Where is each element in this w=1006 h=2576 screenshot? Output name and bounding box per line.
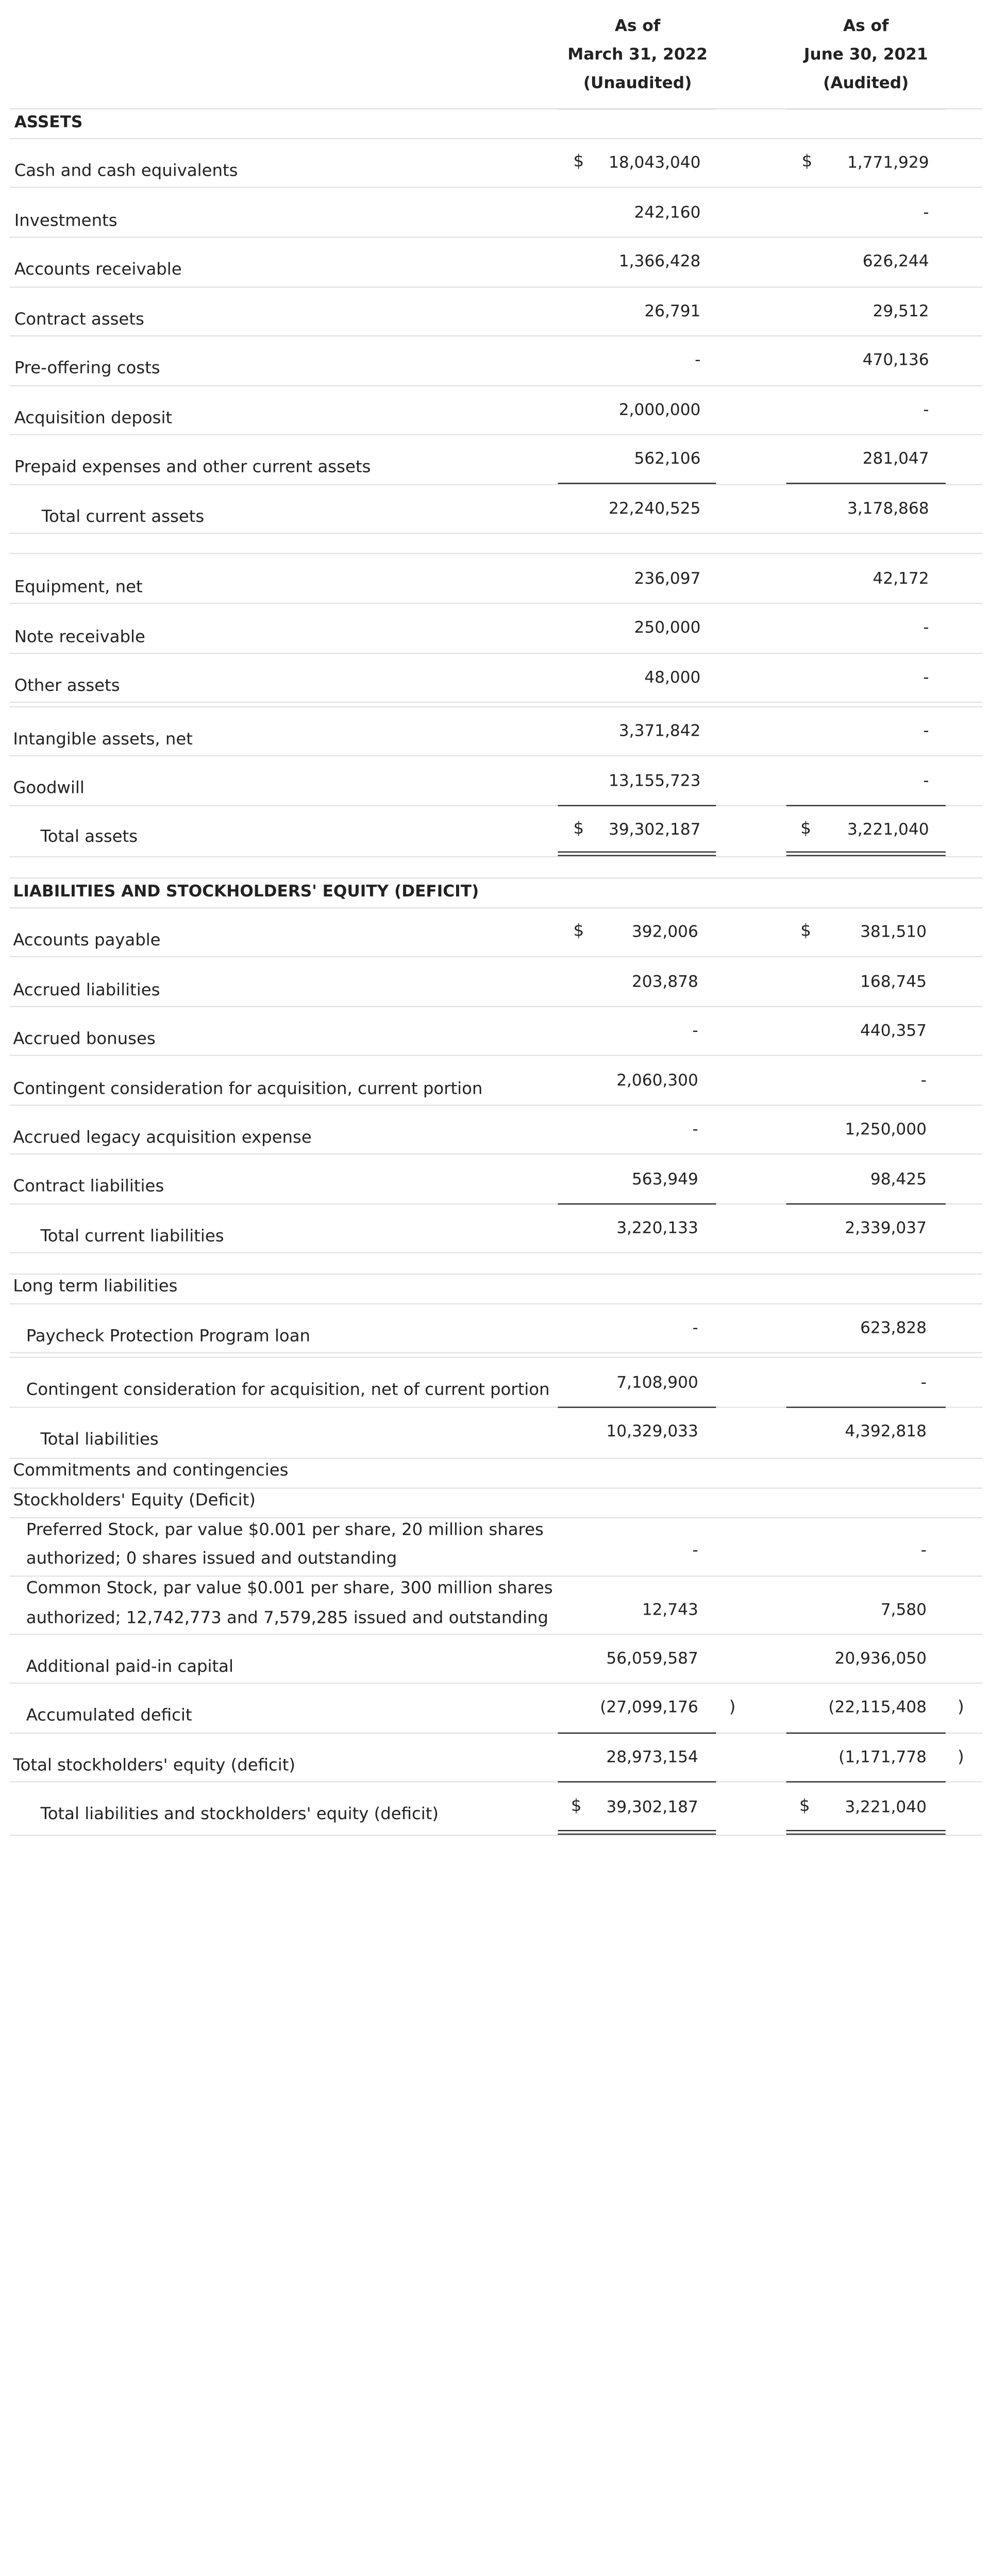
row-label: Long term liabilities xyxy=(13,1277,178,1296)
value-march-2022: 392,006 xyxy=(631,923,698,942)
value-june-2021: - xyxy=(923,668,929,688)
subtotal-rule xyxy=(786,1406,946,1408)
row-label-line: authorized; 0 shares issued and outstanding xyxy=(26,1549,397,1569)
row-divider xyxy=(9,1517,982,1518)
dollar-sign: $ xyxy=(573,921,584,941)
value-march-2022: 28,973,154 xyxy=(606,1748,698,1767)
value-march-2022: 203,878 xyxy=(631,972,698,992)
row-label: Total stockholders' equity (deficit) xyxy=(13,1756,296,1775)
value-june-2021: 20,936,050 xyxy=(834,1649,927,1669)
row-label: Total assets xyxy=(40,827,138,847)
value-march-2022: 13,155,723 xyxy=(609,771,701,791)
value-march-2022: 236,097 xyxy=(634,569,701,589)
row-divider xyxy=(9,1055,982,1056)
subtotal-rule xyxy=(786,805,946,806)
value-march-2022: 10,329,033 xyxy=(606,1422,698,1442)
subtotal-rule xyxy=(558,1733,716,1734)
value-march-2022: 2,060,300 xyxy=(616,1071,698,1091)
row-divider xyxy=(9,1105,982,1106)
row-label: Accrued legacy acquisition expense xyxy=(13,1128,312,1148)
value-march-2022: 1,366,428 xyxy=(618,252,701,272)
value-march-2022: 22,240,525 xyxy=(609,499,701,519)
row-label: Goodwill xyxy=(13,778,85,798)
row-label: Contract assets xyxy=(14,310,144,330)
row-divider xyxy=(9,1575,982,1577)
value-march-2022: - xyxy=(692,1021,698,1041)
row-label: Investments xyxy=(14,211,118,231)
value-june-2021: - xyxy=(923,618,929,638)
value-march-2022: 39,302,187 xyxy=(606,1798,698,1817)
value-june-2021: 42,172 xyxy=(873,569,929,589)
value-june-2021: (1,171,778 xyxy=(839,1748,927,1767)
value-march-2022: 26,791 xyxy=(644,302,701,321)
row-divider xyxy=(9,187,982,188)
total-double-rule xyxy=(786,1830,946,1835)
header-line: As of xyxy=(614,16,661,36)
subtotal-rule xyxy=(558,1781,716,1782)
value-june-2021: - xyxy=(923,203,929,223)
row-divider xyxy=(9,484,982,485)
total-double-rule xyxy=(558,852,716,856)
row-divider xyxy=(9,1252,982,1253)
value-march-2022: 2,000,000 xyxy=(618,400,701,420)
row-divider xyxy=(9,956,982,957)
header-line: (Unaudited) xyxy=(583,74,692,93)
row-divider xyxy=(9,1006,982,1007)
column-header-march-2022 xyxy=(558,12,717,97)
value-march-2022: 18,043,040 xyxy=(609,153,701,173)
row-divider xyxy=(9,653,982,654)
value-june-2021: 470,136 xyxy=(862,350,929,370)
header-line: As of xyxy=(843,16,889,36)
row-label: Additional paid-in capital xyxy=(26,1657,233,1677)
dollar-sign: $ xyxy=(573,819,584,839)
row-label: Commitments and contingencies xyxy=(13,1461,289,1481)
row-label: Total liabilities and stockholders' equity (deficit) xyxy=(40,1805,439,1824)
row-divider xyxy=(9,533,982,534)
row-label: Prepaid expenses and other current assets xyxy=(14,457,371,477)
row-label-line: Common Stock, par value $0.001 per share, 300 million shares xyxy=(26,1579,553,1598)
value-march-2022: 242,160 xyxy=(634,203,701,223)
value-june-2021: 2,339,037 xyxy=(845,1218,927,1238)
value-march-2022: 250,000 xyxy=(634,618,701,638)
row-divider xyxy=(9,1458,982,1459)
value-march-2022: 7,108,900 xyxy=(616,1373,698,1393)
value-june-2021: 281,047 xyxy=(862,449,929,469)
subtotal-rule xyxy=(558,805,716,806)
value-march-2022: - xyxy=(692,1541,698,1561)
row-divider xyxy=(9,335,982,336)
value-march-2022: 56,059,587 xyxy=(606,1649,698,1669)
row-label: Contingent consideration for acquisition, current portion xyxy=(13,1079,483,1099)
row-divider xyxy=(9,702,982,703)
row-label: Total current liabilities xyxy=(40,1227,224,1246)
row-divider xyxy=(9,877,982,878)
value-june-2021: 7,580 xyxy=(880,1600,927,1620)
value-march-2022: (27,099,176 xyxy=(600,1698,698,1717)
column-header-june-2021 xyxy=(786,12,946,97)
row-divider xyxy=(9,603,982,604)
value-june-2021: 381,510 xyxy=(860,923,927,942)
close-paren: ) xyxy=(729,1698,736,1717)
row-label: Contract liabilities xyxy=(13,1177,164,1196)
value-june-2021: 4,392,818 xyxy=(845,1422,927,1442)
value-june-2021: 3,221,040 xyxy=(845,1798,927,1817)
value-march-2022: 562,106 xyxy=(634,449,701,469)
value-march-2022: - xyxy=(692,1120,698,1140)
value-june-2021: - xyxy=(920,1071,927,1091)
close-paren: ) xyxy=(957,1748,964,1767)
value-june-2021: 626,244 xyxy=(862,252,929,272)
row-divider xyxy=(9,1274,982,1275)
row-label: Contingent consideration for acquisition, net of current portion xyxy=(26,1380,550,1400)
row-label: Cash and cash equivalents xyxy=(14,161,238,181)
row-divider xyxy=(9,138,982,139)
subtotal-rule xyxy=(786,483,946,484)
row-divider xyxy=(9,1357,982,1358)
row-divider xyxy=(9,1634,982,1635)
value-june-2021: 3,221,040 xyxy=(847,820,929,840)
row-label: Paycheck Protection Program loan xyxy=(26,1327,310,1346)
dollar-sign: $ xyxy=(573,152,584,172)
subtotal-rule xyxy=(558,1204,716,1205)
row-label: Note receivable xyxy=(14,628,145,647)
value-june-2021: - xyxy=(920,1541,927,1561)
dollar-sign: $ xyxy=(800,819,811,839)
row-label: Accrued liabilities xyxy=(13,981,160,1001)
row-divider xyxy=(9,434,982,435)
value-march-2022: - xyxy=(692,1318,698,1338)
row-divider xyxy=(9,1683,982,1684)
row-divider xyxy=(9,706,982,707)
row-label: Acquisition deposit xyxy=(14,409,173,428)
subtotal-rule xyxy=(558,483,716,484)
subtotal-rule xyxy=(786,1204,946,1205)
row-label: Equipment, net xyxy=(14,578,143,597)
value-june-2021: 29,512 xyxy=(873,302,929,321)
value-june-2021: 98,425 xyxy=(870,1170,927,1189)
row-label: Intangible assets, net xyxy=(13,730,193,750)
value-june-2021: 3,178,868 xyxy=(847,499,929,519)
row-divider xyxy=(9,907,982,908)
row-label: Accounts receivable xyxy=(14,260,182,280)
value-march-2022: 563,949 xyxy=(631,1170,698,1189)
row-divider xyxy=(9,108,982,109)
value-march-2022: 3,371,842 xyxy=(618,721,701,741)
row-divider xyxy=(9,1352,982,1353)
value-march-2022: 12,743 xyxy=(642,1600,698,1620)
row-label: Other assets xyxy=(14,676,120,696)
row-divider xyxy=(9,1835,982,1836)
value-june-2021: (22,115,408 xyxy=(828,1698,927,1717)
value-march-2022: 39,302,187 xyxy=(609,820,701,840)
row-divider xyxy=(9,1303,982,1304)
value-june-2021: 1,771,929 xyxy=(847,153,929,173)
value-june-2021: 168,745 xyxy=(860,972,927,992)
row-label: Stockholders' Equity (Deficit) xyxy=(13,1491,256,1511)
subtotal-rule xyxy=(786,1733,946,1734)
row-divider xyxy=(9,236,982,238)
dollar-sign: $ xyxy=(800,921,811,941)
row-label: Total liabilities xyxy=(40,1430,159,1450)
header-line: (Audited) xyxy=(823,74,909,93)
row-label: Total current assets xyxy=(41,507,205,527)
row-divider xyxy=(9,1487,982,1488)
value-june-2021: - xyxy=(923,771,929,791)
row-divider xyxy=(9,755,982,756)
subtotal-rule xyxy=(558,1406,716,1408)
value-march-2022: 3,220,133 xyxy=(616,1218,698,1238)
header-line: June 30, 2021 xyxy=(803,45,928,64)
row-divider xyxy=(9,856,982,857)
value-june-2021: 623,828 xyxy=(860,1318,927,1338)
dollar-sign: $ xyxy=(571,1797,582,1816)
row-label: Pre-offering costs xyxy=(14,359,160,378)
value-june-2021: 1,250,000 xyxy=(845,1120,927,1140)
row-label-line: authorized; 12,742,773 and 7,579,285 issued and outstanding xyxy=(26,1608,548,1628)
value-june-2021: - xyxy=(923,400,929,420)
value-june-2021: - xyxy=(920,1373,927,1393)
row-divider xyxy=(9,385,982,386)
dollar-sign: $ xyxy=(799,1797,810,1816)
header-line: March 31, 2022 xyxy=(567,45,708,64)
value-june-2021: - xyxy=(923,721,929,741)
total-double-rule xyxy=(786,852,946,856)
close-paren: ) xyxy=(957,1698,964,1717)
subtotal-rule xyxy=(786,1781,946,1782)
dollar-sign: $ xyxy=(801,152,813,172)
value-june-2021: 440,357 xyxy=(860,1021,927,1041)
row-label: Accounts payable xyxy=(13,931,161,951)
value-march-2022: - xyxy=(695,350,701,370)
row-label: Accrued bonuses xyxy=(13,1029,156,1049)
row-divider xyxy=(9,1154,982,1155)
total-double-rule xyxy=(558,1830,716,1835)
row-label: Accumulated deficit xyxy=(26,1706,192,1725)
section-title-assets: ASSETS xyxy=(14,113,83,132)
row-divider xyxy=(9,286,982,287)
value-march-2022: 48,000 xyxy=(644,668,701,688)
row-divider xyxy=(9,553,982,554)
row-label-line: Preferred Stock, par value $0.001 per share, 20 million shares xyxy=(26,1520,544,1540)
section-title-liabilities: LIABILITIES AND STOCKHOLDERS' EQUITY (DEFICIT) xyxy=(13,882,479,902)
